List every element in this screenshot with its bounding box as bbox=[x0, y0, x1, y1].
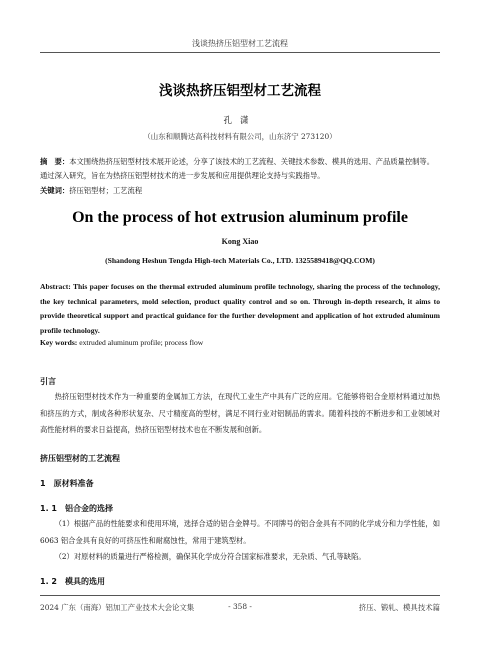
title-cn: 浅谈热挤压铝型材工艺流程 bbox=[159, 83, 321, 99]
abstract-en-text: This paper focuses on the thermal extruded aluminum profile technology, sharing the process of the technology, the key technical parameters, mold selection, product quality control and so on. Through in-depth research, it aims to provide theoretical support and practical guidance for the further development and application of hot extruded aluminum profile technology. bbox=[40, 282, 440, 335]
abstract-cn-label: 摘 要： bbox=[40, 157, 70, 166]
keywords-en-label: Key words: bbox=[40, 338, 78, 347]
footer-rule bbox=[40, 595, 440, 596]
header-rule bbox=[40, 52, 440, 53]
author-cn: 孔潇 bbox=[223, 116, 257, 126]
paragraph-2: （2）对原材料的质量进行严格检测，确保其化学成分符合国家标准要求，无杂质、气孔等缺陷。 bbox=[54, 552, 366, 561]
keywords-cn bbox=[40, 184, 440, 198]
author-en: Kong Xiao bbox=[221, 237, 259, 246]
page-number: - 358 - bbox=[228, 602, 252, 611]
process-heading: 挤压铝型材的工艺流程 bbox=[40, 454, 120, 463]
affiliation-cn: （山东和顺腾达高科技材料有限公司，山东济宁 273120） bbox=[143, 132, 337, 141]
keywords-en bbox=[40, 338, 440, 347]
affiliation-en: (Shandong Heshun Tengda High-tech Materials Co., LTD. 1325589418@QQ.COM) bbox=[105, 256, 375, 265]
abstract-cn bbox=[40, 155, 440, 183]
footer-right: 挤压、锻轧、模具技术篇 bbox=[358, 603, 440, 612]
running-head: 浅谈热挤压铝型材工艺流程 bbox=[192, 39, 288, 48]
keywords-en-text: extruded aluminum profile; process flow bbox=[77, 338, 204, 347]
section-1-heading: 1 原材料准备 bbox=[40, 479, 94, 488]
title-en: On the process of hot extrusion aluminum profile bbox=[72, 209, 408, 226]
paragraph-1: （1）根据产品的性能要求和使用环境，选择合适的铝合金牌号。不同牌号的铝合金具有不同的化学成分和力学性能，如 6063 铝合金具有良好的可挤压性和耐腐蚀性，常用于建筑型材。 bbox=[40, 519, 440, 545]
section-1-2-heading: 1. 2 模具的选用 bbox=[40, 577, 105, 586]
keywords-cn-text: 挤压铝型材；工艺流程 bbox=[69, 186, 143, 195]
keywords-cn-label: 关键词： bbox=[40, 186, 70, 195]
section-1-1-heading: 1. 1 铝合金的选择 bbox=[40, 504, 113, 513]
footer-left: 2024 广东（南海）铝加工产业技术大会论文集 bbox=[40, 603, 195, 612]
abstract-en-label: Abstract: bbox=[40, 282, 71, 291]
intro-heading: 引言 bbox=[40, 377, 56, 386]
intro-paragraph: 热挤压铝型材技术作为一种重要的金属加工方法，在现代工业生产中具有广泛的应用。它能够将铝合金原材料通过加热和挤压的方式，制成各种形状复杂、尺寸精度高的型材，满足不同行业对铝制品的需求。随着科技的不断进步和工业领域对高性能材料的要求日益提高，热挤压铝型材技术也在不断发展和创新。 bbox=[40, 392, 440, 434]
abstract-cn-text: 本文围绕热挤压铝型材技术展开论述，分享了该技术的工艺流程、关键技术参数、模具的选用、产品质量控制等。通过深入研究，旨在为热挤压铝型材技术的进一步发展和应用提供理论支持与实践指导。 bbox=[40, 157, 435, 180]
abstract-en bbox=[40, 280, 440, 338]
